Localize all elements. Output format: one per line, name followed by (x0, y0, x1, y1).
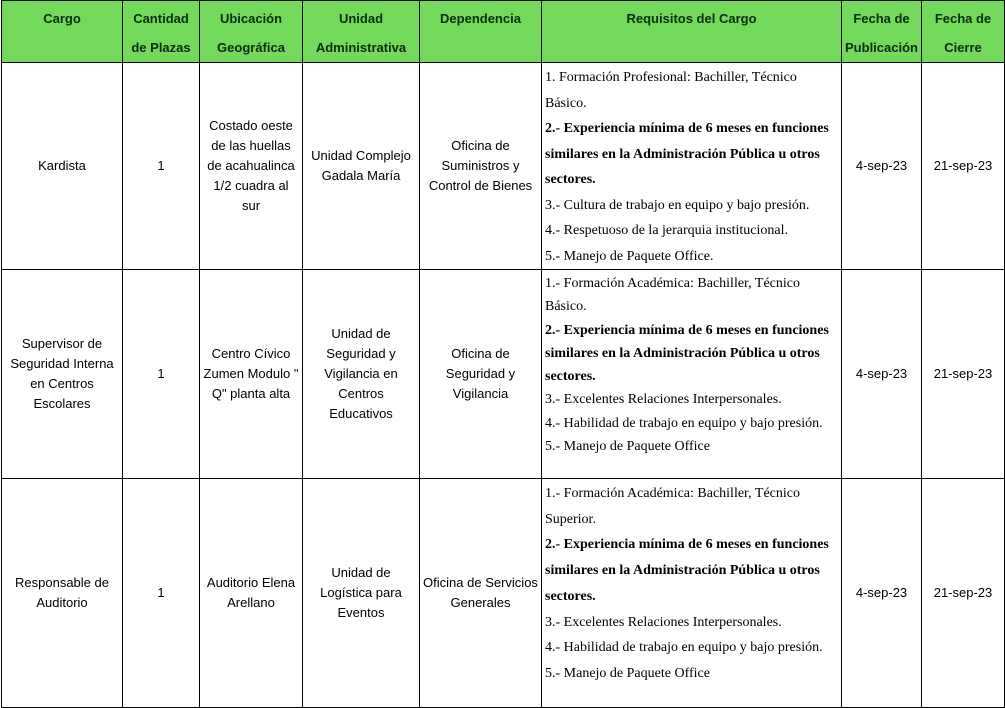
requirement-item: 4.- Respetuoso de la jerarquia institucional. (545, 223, 788, 238)
cell-cantidad: 1 (123, 63, 200, 270)
requirement-item: 3.- Cultura de trabajo en equipo y bajo presión. (545, 197, 810, 213)
cell-requisitos (542, 63, 842, 270)
cell-fecha-cierre: 21-sep-23 (922, 479, 1005, 708)
cell-requisitos (542, 479, 842, 708)
table-row (2, 63, 1005, 270)
header-cargo (2, 1, 123, 63)
table-row (2, 479, 1005, 708)
cell-ubicacion: Centro Cívico Zumen Modulo " Q" planta alta (200, 270, 303, 479)
header-row (2, 1, 1005, 63)
cell-cantidad: 1 (123, 479, 200, 708)
header-unidad-line1: Unidad (338, 11, 384, 26)
requirement-item: 2.- Experiencia mínima de 6 meses en funciones similares en la Administración Pública u otros sectores. (545, 537, 829, 604)
header-unidad-line2: Administrativa (315, 40, 407, 55)
requirement-item: 3.- Excelentes Relaciones Interpersonales. (545, 392, 782, 408)
requirement-item: 4.- Habilidad de trabajo en equipo y bajo presión. (545, 415, 823, 431)
header-cierre-line2: Cierre (944, 40, 982, 55)
requirement-item: 2.- Experiencia mínima de 6 meses en funciones similares en la Administración Pública u otros sectores. (545, 322, 829, 385)
cell-dependencia: Oficina de Suministros y Control de Bienes (420, 63, 542, 270)
cell-unidad: Unidad de Logística para Eventos (303, 479, 420, 708)
header-cantidad-line2: de Plazas (131, 40, 191, 55)
header-dependencia (420, 1, 542, 63)
requirement-item: 2.- Experiencia mínima de 6 meses en funciones similares en la Administración Pública u otros sectores. (545, 121, 829, 187)
requirements-list (545, 272, 838, 458)
cell-ubicacion: Auditorio Elena Arellano (200, 479, 303, 708)
header-unidad (303, 1, 420, 63)
cell-fecha-publicacion: 4-sep-23 (842, 270, 922, 479)
header-cierre (922, 1, 1005, 63)
header-requisitos (542, 1, 842, 63)
requirement-item: 4.- Habilidad de trabajo en equipo y bajo presión. (545, 640, 823, 656)
vacancies-table (1, 0, 1005, 708)
header-ubicacion-line2: Geográfica (217, 40, 285, 55)
header-ubicacion-line1: Ubicación (219, 11, 283, 26)
header-cantidad-line1: Cantidad (133, 11, 189, 26)
cell-ubicacion: Costado oeste de las huellas de acahualinca 1/2 cuadra al sur (200, 63, 303, 270)
cell-requisitos (542, 270, 842, 479)
requirements-list (545, 481, 838, 687)
cell-dependencia: Oficina de Servicios Generales (420, 479, 542, 708)
cell-cargo: Kardista (2, 63, 123, 270)
cell-fecha-publicacion: 4-sep-23 (842, 479, 922, 708)
requirement-item: 1. Formación Profesional: Bachiller, Técnico Básico. (545, 70, 797, 111)
requirement-item: 1.- Formación Académica: Bachiller, Técnico Básico. (545, 276, 800, 315)
header-publicacion-line1: Fecha de (853, 11, 910, 26)
cell-cantidad: 1 (123, 270, 200, 479)
requirement-item: 5.- Manejo de Paquete Office (545, 439, 710, 455)
header-requisitos-line1: Requisitos del Cargo (626, 11, 757, 26)
requirement-item: 1.- Formación Académica: Bachiller, Técnico Superior. (545, 486, 800, 527)
table-row (2, 270, 1005, 479)
header-cargo-line1: Cargo (43, 11, 81, 26)
cell-cargo: Supervisor de Seguridad Interna en Centros Escolares (2, 270, 123, 479)
cell-fecha-publicacion: 4-sep-23 (842, 63, 922, 270)
cell-fecha-cierre: 21-sep-23 (922, 63, 1005, 270)
header-dependencia-line1: Dependencia (440, 11, 521, 26)
cell-cargo: Responsable de Auditorio (2, 479, 123, 708)
header-publicacion-line2: Publicación (845, 40, 918, 55)
cell-fecha-cierre: 21-sep-23 (922, 270, 1005, 479)
header-cierre-line1: Fecha de (934, 11, 992, 26)
header-publicacion (842, 1, 922, 63)
cell-dependencia: Oficina de Seguridad y Vigilancia (420, 270, 542, 479)
requirement-item: 3.- Excelentes Relaciones Interpersonales. (545, 614, 782, 630)
cell-unidad: Unidad de Seguridad y Vigilancia en Centros Educativos (303, 270, 420, 479)
requirements-list (545, 65, 838, 269)
header-cantidad (123, 1, 200, 63)
requirement-item: 5.- Manejo de Paquete Office (545, 665, 710, 681)
cell-unidad: Unidad Complejo Gadala María (303, 63, 420, 270)
requirement-item: 5.- Manejo de Paquete Office. (545, 248, 714, 264)
header-ubicacion (200, 1, 303, 63)
